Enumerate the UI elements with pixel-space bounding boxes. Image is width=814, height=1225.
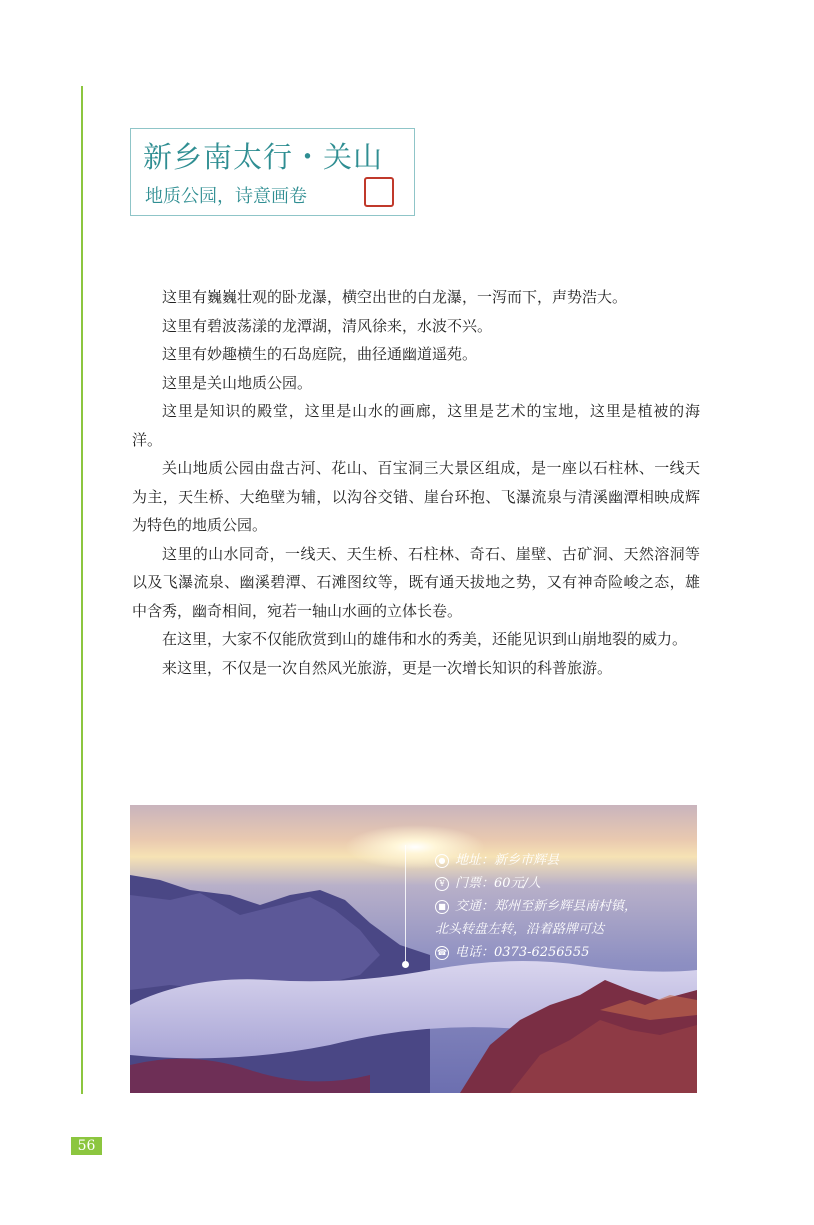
- landscape-photo: [130, 805, 697, 1093]
- info-traffic-cont: [435, 918, 695, 941]
- paragraph: 关山地质公园由盘古河、花山、百宝洞三大景区组成，是一座以石柱林、一线天为主，天生桥、大绝壁为辅，以沟谷交错、崖台环抱、飞瀑流泉与清溪幽潭相映成辉为特色的地质公园。: [132, 459, 700, 534]
- paragraph: 这里有妙趣横生的石岛庭院，曲径通幽道遥苑。: [162, 345, 478, 363]
- phone-icon: ☎: [435, 946, 449, 960]
- yuan-currency-icon: ¥: [435, 877, 449, 891]
- info-address: [435, 849, 695, 872]
- paragraph: 在这里，大家不仅能欣赏到山的雄伟和水的秀美，还能见识到山崩地裂的威力。: [162, 630, 688, 648]
- info-traffic: [435, 895, 695, 918]
- page-subtitle: 地质公园，诗意画卷: [145, 186, 307, 207]
- article-body: [132, 283, 700, 682]
- info-panel: [435, 849, 695, 964]
- location-pin-icon: ●: [435, 854, 449, 868]
- bus-icon: ■: [435, 900, 449, 914]
- paragraph: 这里是知识的殿堂，这里是山水的画廊，这里是艺术的宝地，这里是植被的海洋。: [132, 402, 700, 449]
- info-phone: [435, 941, 695, 964]
- title-box: [130, 128, 415, 216]
- page-title: 新乡南太行・关山: [143, 140, 384, 174]
- info-divider-dot: [402, 961, 409, 968]
- ticket-text: 门票：60元/人: [455, 876, 541, 891]
- paragraph: 这里是关山地质公园。: [162, 373, 313, 392]
- page-number: 56: [71, 1137, 102, 1155]
- traffic-text-line2: 北头转盘左转，沿着路牌可达: [435, 922, 605, 937]
- seal-stamp-icon: [364, 177, 394, 207]
- paragraph: 这里有碧波荡漾的龙潭湖，清风徐来，水波不兴。: [162, 316, 493, 335]
- phone-text: 电话：0373-6256555: [455, 945, 590, 960]
- info-ticket: [435, 872, 695, 895]
- margin-rule: [81, 86, 83, 1094]
- address-text: 地址：新乡市辉县: [455, 853, 560, 868]
- paragraph: 来这里，不仅是一次自然风光旅游，更是一次增长知识的科普旅游。: [162, 658, 613, 677]
- traffic-text-line1: 交通：郑州至新乡辉县南村镇，: [455, 899, 638, 914]
- info-divider: [405, 845, 406, 963]
- paragraph: 这里的山水同奇，一线天、天生桥、石柱林、奇石、崖壁、古矿洞、天然溶洞等以及飞瀑流泉、幽溪碧潭、石滩图纹等，既有通天拔地之势，又有神奇险峻之态，雄中含秀，幽奇相间，宛若一轴山水画的立体长卷。: [132, 544, 700, 620]
- paragraph: 这里有巍巍壮观的卧龙瀑，横空出世的白龙瀑，一泻而下，声势浩大。: [162, 288, 628, 306]
